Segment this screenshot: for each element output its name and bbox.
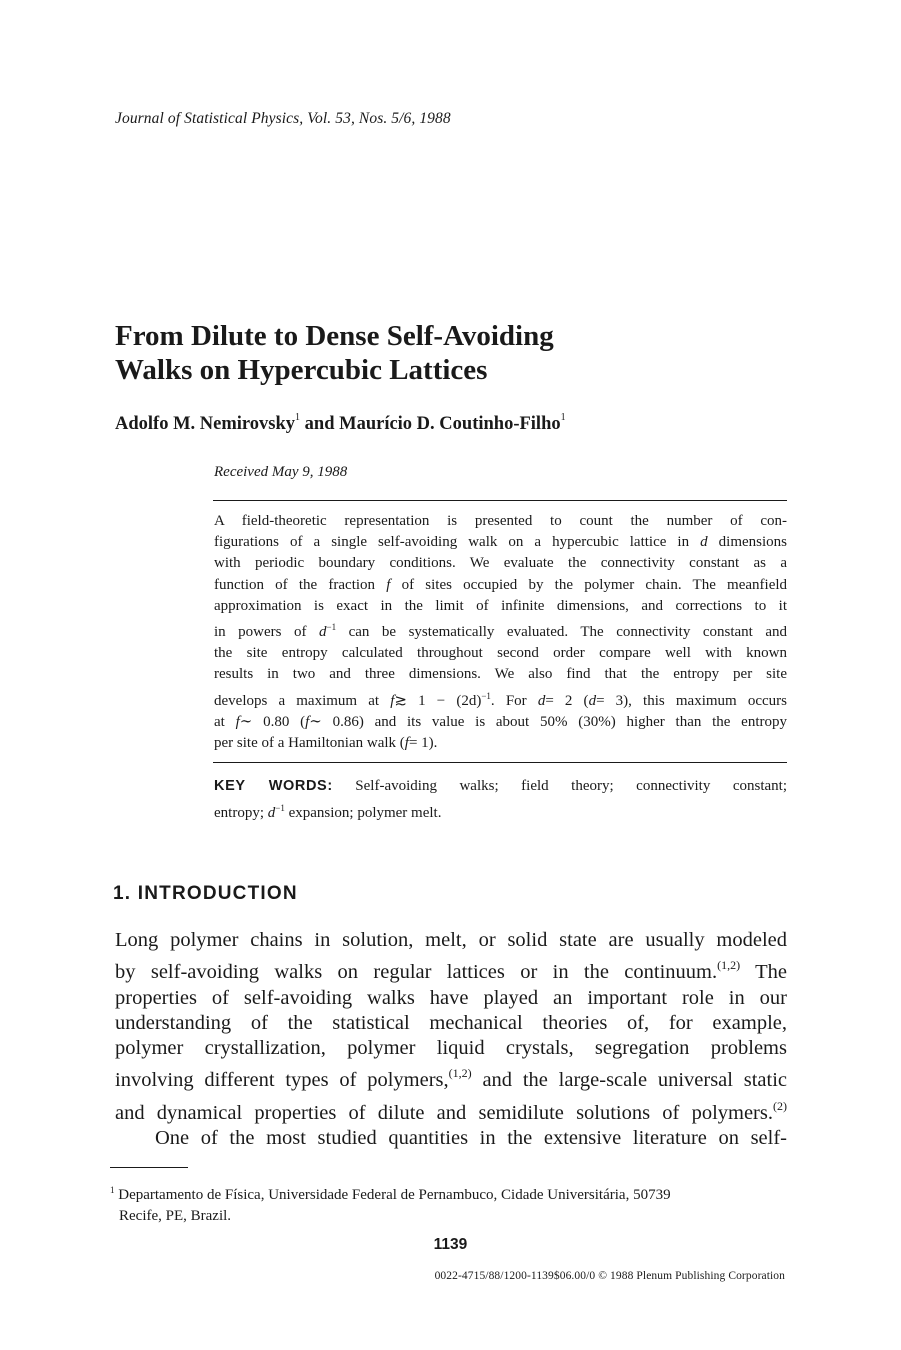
abstract-line: per site of a Hamiltonian walk (f= 1). bbox=[214, 735, 438, 752]
abstract-line: A field-theoretic representation is presented to count the number of con- bbox=[214, 513, 787, 529]
author-name: Adolfo M. Nemirovsky bbox=[115, 414, 296, 434]
affiliation-footnote: $^1$ Departamento de Física, Universidade Federal de Pernambuco, Cidade Universitária, 50739 Recife, PE, Brazil. bbox=[110, 1180, 790, 1227]
author-conjunction: and bbox=[304, 414, 335, 434]
abstract-line: function of the fraction f of sites occupied by the polymer chain. The meanfield bbox=[214, 576, 788, 593]
body-line: involving different types of polymers,$^{(1,2)}$ and the large-scale universal static bbox=[115, 1066, 788, 1092]
abstract-line: approximation is exact in the limit of infinite dimensions, and corrections to it bbox=[214, 597, 787, 614]
keywords-line: KEY WORDS: Self-avoiding walks; field theory; connectivity constant; bbox=[214, 778, 787, 794]
section-title: INTRODUCTION bbox=[137, 883, 298, 904]
abstract-line: with periodic boundary conditions. We evaluate the connectivity constant as a bbox=[214, 555, 787, 572]
abstract-line: figurations of a single self-avoiding walk on a hypercubic lattice in d dimensions bbox=[214, 534, 788, 551]
citation-ref: (2) bbox=[773, 1098, 787, 1113]
keywords-label: KEY WORDS: bbox=[214, 778, 333, 794]
section-heading bbox=[113, 883, 298, 905]
keywords bbox=[214, 776, 787, 824]
abstract-line: in powers of $d^{-1}$ can be systematically evaluated. The connectivity constant and bbox=[214, 622, 787, 641]
body-line: by self-avoiding walks on regular lattices or in the continuum.$^{(1,2)}$ The bbox=[115, 958, 787, 984]
author-list bbox=[115, 412, 566, 435]
received-date: Received May 9, 1988 bbox=[214, 464, 348, 480]
body-line: and dynamical properties of dilute and semidilute solutions of polymers.$^{(2)}$ bbox=[115, 1098, 787, 1124]
title-line-2: Walks on Hypercubic Lattices bbox=[115, 354, 488, 386]
citation-ref: (1,2) bbox=[448, 1066, 472, 1081]
body-line: Long polymer chains in solution, melt, or solid state are usually modeled bbox=[115, 929, 787, 951]
abstract-line: at f∼ 0.80 (f∼ 0.86) and its value is about 50% (30%) higher than the entropy bbox=[214, 713, 788, 730]
copyright-line: 0022-4715/88/1200-1139$06.00/0 © 1988 Plenum Publishing Corporation bbox=[434, 1270, 785, 1282]
abstract-top-rule bbox=[213, 500, 787, 501]
page-number: 1139 bbox=[433, 1236, 468, 1253]
body-line: One of the most studied quantities in the extensive literature on self- bbox=[155, 1127, 787, 1150]
author-name: Maurício D. Coutinho-Filho bbox=[339, 414, 561, 434]
title-line-1: From Dilute to Dense Self-Avoiding bbox=[115, 320, 554, 352]
abstract-bottom-rule bbox=[213, 762, 787, 763]
footnote-line: Recife, PE, Brazil. bbox=[119, 1208, 232, 1224]
body-line: properties of self-avoiding walks have played an important role in our bbox=[115, 986, 787, 1009]
abstract-line: develops a maximum at f≳ $1 - (2d)^{-1}$. For d= 2 (d= 3), this maximum occurs bbox=[214, 690, 787, 709]
body-line: polymer crystallization, polymer liquid crystals, segregation problems bbox=[115, 1037, 787, 1060]
keywords-line: entropy; $d^{-1}$ expansion; polymer melt. bbox=[214, 802, 442, 821]
affiliation-mark: 1 bbox=[560, 412, 566, 423]
citation-ref: (1,2) bbox=[717, 958, 741, 973]
footnote-rule bbox=[110, 1167, 188, 1168]
article-title bbox=[115, 319, 795, 387]
body-line: understanding of the statistical mechanical theories of, for example, bbox=[115, 1011, 787, 1034]
abstract-line: results in two and three dimensions. We also find that the entropy per site bbox=[214, 666, 787, 683]
section-number: 1. bbox=[113, 883, 132, 904]
affiliation-mark: 1 bbox=[295, 412, 301, 423]
abstract-line: the site entropy calculated throughout second order compare well with known bbox=[214, 645, 787, 662]
introduction-text bbox=[115, 928, 787, 1151]
journal-citation: Journal of Statistical Physics, Vol. 53, Nos. 5/6, 1988 bbox=[115, 110, 451, 127]
abstract bbox=[214, 511, 787, 754]
footnote-mark: 1 bbox=[110, 1185, 115, 1195]
